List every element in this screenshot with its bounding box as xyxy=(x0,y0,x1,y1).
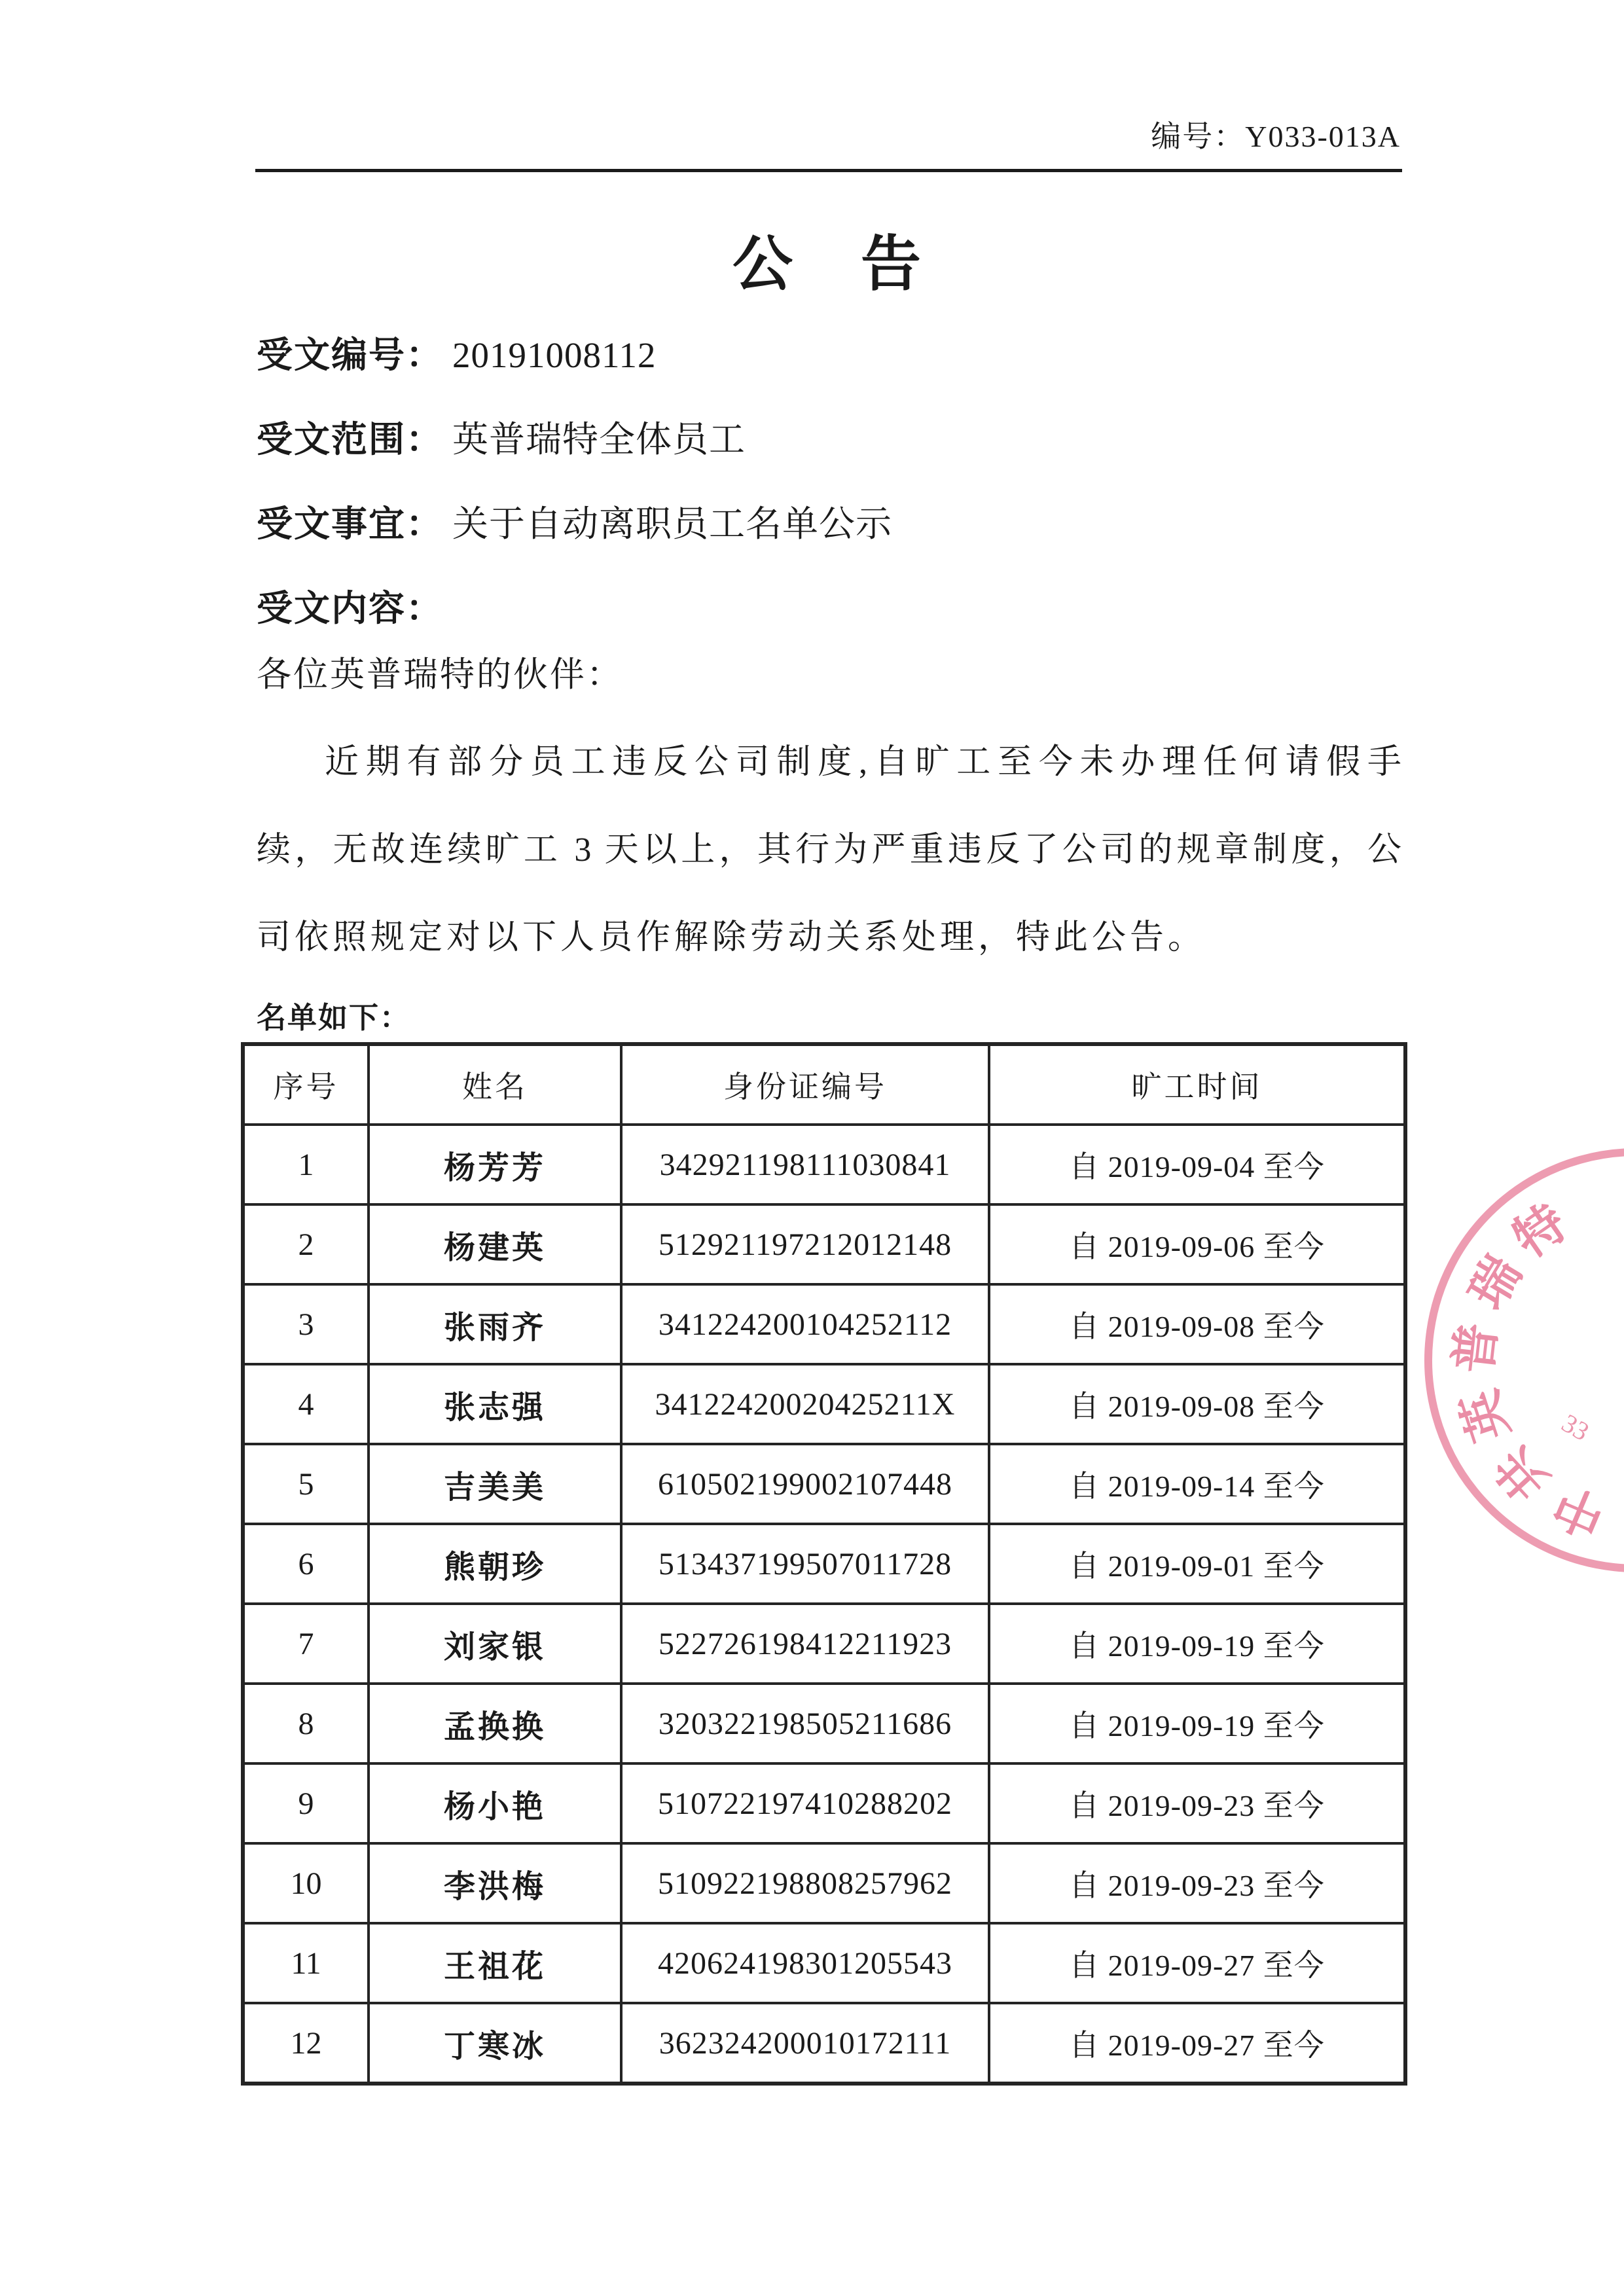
table-row xyxy=(243,2003,1405,2084)
paragraph-line: 近期有部分员工违反公司制度,自旷工至今未办理任何请假手 xyxy=(325,744,1402,781)
employee-name: 刘家银 xyxy=(369,1604,621,1684)
paragraph-line: 司依照规定对以下人员作解除劳动关系处理，特此公告。 xyxy=(257,919,1206,956)
id-card-number: 320322198505211686 xyxy=(621,1684,989,1763)
id-card-number: 510922198808257962 xyxy=(621,1843,989,1923)
meta-label: 受文内容： xyxy=(257,588,444,628)
row-number: 2 xyxy=(243,1204,369,1284)
row-number: 5 xyxy=(243,1444,369,1524)
row-number: 9 xyxy=(243,1763,369,1843)
stamp-arc-text: 中共英普瑞特 xyxy=(1446,1188,1614,1545)
svg-text:中共英普瑞特 xyxy=(1430,1179,1624,1547)
table-row xyxy=(243,1284,1405,1364)
employee-name: 王祖花 xyxy=(369,1923,621,2003)
employee-name: 吉美美 xyxy=(369,1444,621,1524)
table-row xyxy=(243,1763,1405,1843)
table-row xyxy=(243,1204,1405,1284)
roster-col-header: 旷工时间 xyxy=(989,1044,1405,1125)
meta-label: 受文编号： xyxy=(257,335,444,375)
absence-period: 自 2019-09-04 至今 xyxy=(989,1125,1405,1204)
meta-line xyxy=(257,313,1409,397)
absence-period: 自 2019-09-27 至今 xyxy=(989,2003,1405,2084)
list-intro: 名单如下： xyxy=(257,1002,411,1034)
meta-line xyxy=(257,482,1409,566)
absence-period: 自 2019-09-23 至今 xyxy=(989,1843,1405,1923)
table-row xyxy=(243,1604,1405,1684)
stamp-digits: 33 xyxy=(1557,1407,1595,1447)
row-number: 8 xyxy=(243,1684,369,1763)
company-seal-stamp xyxy=(1414,1138,1624,1583)
meta-value xyxy=(443,588,452,628)
doc-ref-label: 编号： xyxy=(1151,120,1246,153)
absence-period: 自 2019-09-08 至今 xyxy=(989,1284,1405,1364)
absence-period: 自 2019-09-14 至今 xyxy=(989,1444,1405,1524)
absence-period: 自 2019-09-06 至今 xyxy=(989,1204,1405,1284)
employee-name: 张志强 xyxy=(369,1364,621,1444)
page-title: 公 告 xyxy=(732,231,925,298)
roster-col-header: 身份证编号 xyxy=(621,1044,989,1125)
employee-name: 张雨齐 xyxy=(369,1284,621,1364)
absence-period: 自 2019-09-23 至今 xyxy=(989,1763,1405,1843)
absence-period: 自 2019-09-08 至今 xyxy=(989,1364,1405,1444)
row-number: 4 xyxy=(243,1364,369,1444)
roster-header-row xyxy=(243,1044,1405,1125)
salutation: 各位英普瑞特的伙伴： xyxy=(257,656,623,694)
row-number: 3 xyxy=(243,1284,369,1364)
row-number: 12 xyxy=(243,2003,369,2084)
id-card-number: 420624198301205543 xyxy=(621,1923,989,2003)
employee-name: 孟换换 xyxy=(369,1684,621,1763)
absence-period: 自 2019-09-19 至今 xyxy=(989,1684,1405,1763)
id-card-number: 342921198111030841 xyxy=(621,1125,989,1204)
table-row xyxy=(243,1444,1405,1524)
meta-value: 英普瑞特全体员工 xyxy=(452,420,746,460)
employee-name: 熊朝珍 xyxy=(369,1524,621,1604)
absence-period: 自 2019-09-19 至今 xyxy=(989,1604,1405,1684)
table-row xyxy=(243,1843,1405,1923)
employee-name: 杨小艳 xyxy=(369,1763,621,1843)
doc-ref xyxy=(1151,113,1401,156)
meta-line xyxy=(257,397,1409,482)
id-card-number: 362324200010172111 xyxy=(621,2003,989,2084)
roster-table xyxy=(241,1042,1407,2086)
meta-section xyxy=(257,313,1409,651)
id-card-number: 512921197212012148 xyxy=(621,1204,989,1284)
row-number: 1 xyxy=(243,1125,369,1204)
body-paragraph xyxy=(257,719,1402,982)
employee-name: 杨芳芳 xyxy=(369,1125,621,1204)
meta-line xyxy=(257,566,1409,651)
meta-value: 关于自动离职员工名单公示 xyxy=(452,504,893,544)
employee-name: 杨建英 xyxy=(369,1204,621,1284)
row-number: 10 xyxy=(243,1843,369,1923)
meta-value: 20191008112 xyxy=(452,335,657,375)
id-card-number: 510722197410288202 xyxy=(621,1763,989,1843)
id-card-number: 522726198412211923 xyxy=(621,1604,989,1684)
employee-name: 李洪梅 xyxy=(369,1843,621,1923)
meta-label: 受文事宜： xyxy=(257,504,444,544)
row-number: 6 xyxy=(243,1524,369,1604)
absence-period: 自 2019-09-01 至今 xyxy=(989,1524,1405,1604)
row-number: 7 xyxy=(243,1604,369,1684)
table-row xyxy=(243,1684,1405,1763)
table-row xyxy=(243,1923,1405,2003)
id-card-number: 341224200104252112 xyxy=(621,1284,989,1364)
roster-col-header: 姓名 xyxy=(369,1044,621,1125)
id-card-number: 610502199002107448 xyxy=(621,1444,989,1524)
id-card-number: 513437199507011728 xyxy=(621,1524,989,1604)
row-number: 11 xyxy=(243,1923,369,2003)
paragraph-line: 续，无故连续旷工 3 天以上，其行为严重违反了公司的规章制度，公 xyxy=(257,831,1402,869)
table-row xyxy=(243,1125,1405,1204)
table-row xyxy=(243,1364,1405,1444)
roster-col-header: 序号 xyxy=(243,1044,369,1125)
table-row xyxy=(243,1524,1405,1604)
meta-label: 受文范围： xyxy=(257,420,444,460)
id-card-number: 34122420020425211X xyxy=(621,1364,989,1444)
doc-ref-value: Y033-013A xyxy=(1245,120,1401,153)
employee-name: 丁寒冰 xyxy=(369,2003,621,2084)
header-rule xyxy=(255,169,1402,172)
absence-period: 自 2019-09-27 至今 xyxy=(989,1923,1405,2003)
